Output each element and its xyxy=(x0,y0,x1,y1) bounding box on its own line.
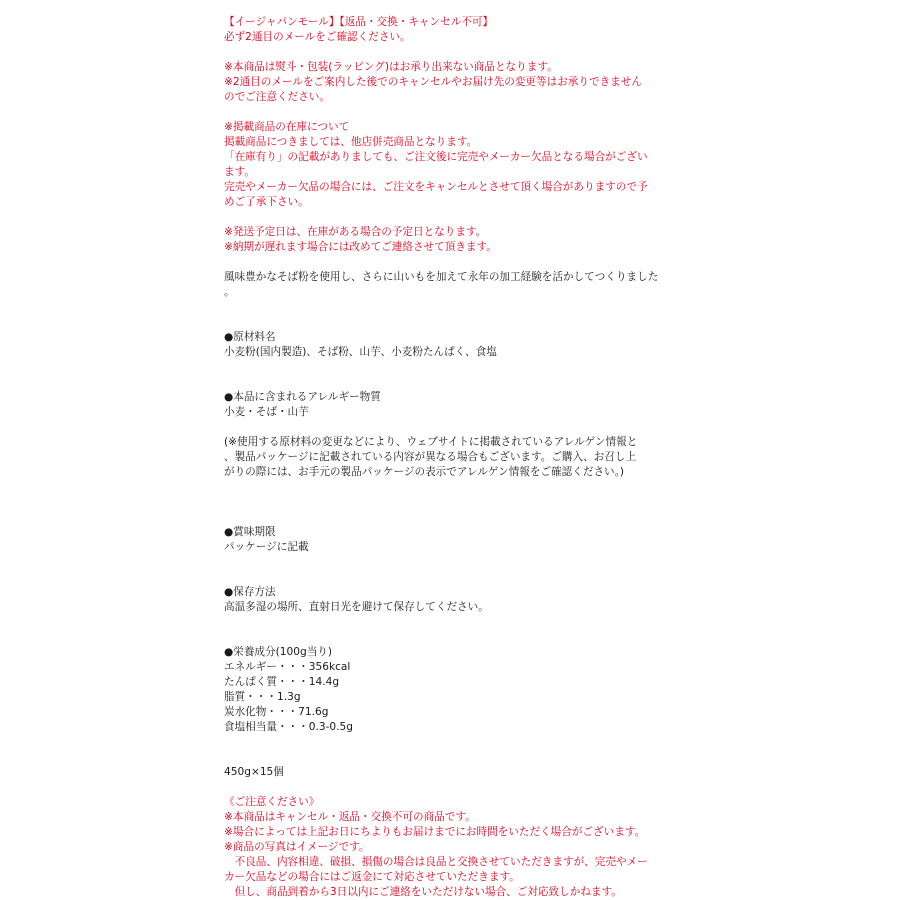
stock-notice-line: 「在庫有り」の記載がありましても、ご注文後に完売やメーカー欠品となる場合がござい xyxy=(224,151,648,163)
shop-notice: 【イージャパンモール】【返品・交換・キャンセル不可】 xyxy=(224,16,494,28)
nutrition-row-carbs: 炭水化物・・・71.6g xyxy=(224,706,329,718)
caution-line: カー欠品などの場合にはご返金にて対応させていただきます。 xyxy=(224,871,520,883)
package-spec: 450g×15個 xyxy=(224,766,284,778)
wrapping-notice-line: ※2通目のメールをご案内した後でのキャンセルやお届け先の変更等はお承りできません xyxy=(224,76,642,88)
stock-notice-line: ます。 xyxy=(224,166,255,178)
caution-line: ※本商品はキャンセル・返品・交換不可の商品です。 xyxy=(224,811,476,823)
best-before-heading: ●賞味期限 xyxy=(224,526,276,538)
allergens-section xyxy=(224,390,664,480)
allergens-note-line: がりの際には、お手元の製品パッケージの表示でアレルゲン情報をご確認ください。) xyxy=(224,466,625,478)
allergens-note-line: 、製品パッケージに記載されている内容が異なる場合もございます。ご購入、お召し上 xyxy=(224,451,637,463)
shipping-notice xyxy=(224,225,664,255)
storage-value: 高温多湿の場所、直射日光を避けて保存してください。 xyxy=(224,601,489,613)
caution-line: 不良品、内容相違、破損、損傷の場合は良品と交換させていただきますが、完売やメー xyxy=(224,856,648,868)
caution-line: ※場合によっては上記お日にちよりもお届けまでにお時間をいただく場合がございます。 xyxy=(224,826,646,838)
stock-notice-line: 完売やメーカー欠品の場合には、ご注文をキャンセルとさせて頂く場合がありますので予 xyxy=(224,181,648,193)
storage-heading: ●保存方法 xyxy=(224,586,276,598)
nutrition-row-salt: 食塩相当量・・・0.3-0.5g xyxy=(224,721,353,733)
ingredients-value: 小麦粉(国内製造)、そば粉、山芋、小麦粉たんぱく、食塩 xyxy=(224,346,497,358)
wrapping-notice xyxy=(224,60,664,105)
stock-notice-line: 掲載商品につきましては、他店併売商品となります。 xyxy=(224,136,478,148)
allergens-value: 小麦・そば・山芋 xyxy=(224,406,309,418)
header-notice xyxy=(224,15,664,45)
stock-notice xyxy=(224,120,664,210)
product-description-text xyxy=(224,270,664,300)
nutrition-section xyxy=(224,645,664,735)
ingredients-section xyxy=(224,330,664,360)
nutrition-row-energy: エネルギー・・・356kcal xyxy=(224,661,351,673)
allergens-heading: ●本品に含まれるアレルギー物質 xyxy=(224,391,381,403)
package-section xyxy=(224,765,664,780)
description-line: 風味豊かなそば粉を使用し、さらに山いもを加えて永年の加工経験を活かしてつくりました xyxy=(224,271,659,283)
nutrition-row-protein: たんぱく質・・・14.4g xyxy=(224,676,340,688)
best-before-section xyxy=(224,525,664,555)
caution-line: 但し、商品到着から3日以内にご連絡をいただけない場合、ご対応致しかねます。 xyxy=(224,886,622,898)
wrapping-notice-line: ※本商品は熨斗・包装(ラッピング)はお承り出来ない商品となります。 xyxy=(224,61,558,73)
caution-heading: 《ご注意ください》 xyxy=(224,796,320,808)
storage-section xyxy=(224,585,664,615)
wrapping-notice-line: のでご注意ください。 xyxy=(224,91,330,103)
allergens-note-line: (※使用する原材料の変更などにより、ウェブサイトに掲載されているアレルゲン情報と xyxy=(224,436,638,448)
description-line: 。 xyxy=(224,286,235,298)
best-before-value: パッケージに記載 xyxy=(224,541,309,553)
nutrition-row-fat: 脂質・・・1.3g xyxy=(224,691,301,703)
nutrition-heading: ●栄養成分(100g当り) xyxy=(224,646,333,658)
caution-line: ※商品の写真はイメージです。 xyxy=(224,841,370,853)
shipping-notice-line: ※納期が遅れます場合には改めてご連絡させて頂きます。 xyxy=(224,241,497,253)
stock-notice-line: めご了承下さい。 xyxy=(224,196,309,208)
confirm-mail-notice: 必ず2通目のメールをご確認ください。 xyxy=(224,31,411,43)
product-description xyxy=(224,15,664,900)
ingredients-heading: ●原材料名 xyxy=(224,331,276,343)
caution-section xyxy=(224,795,664,900)
stock-notice-line: ※掲載商品の在庫について xyxy=(224,121,350,133)
shipping-notice-line: ※発送予定日は、在庫がある場合の予定日となります。 xyxy=(224,226,487,238)
